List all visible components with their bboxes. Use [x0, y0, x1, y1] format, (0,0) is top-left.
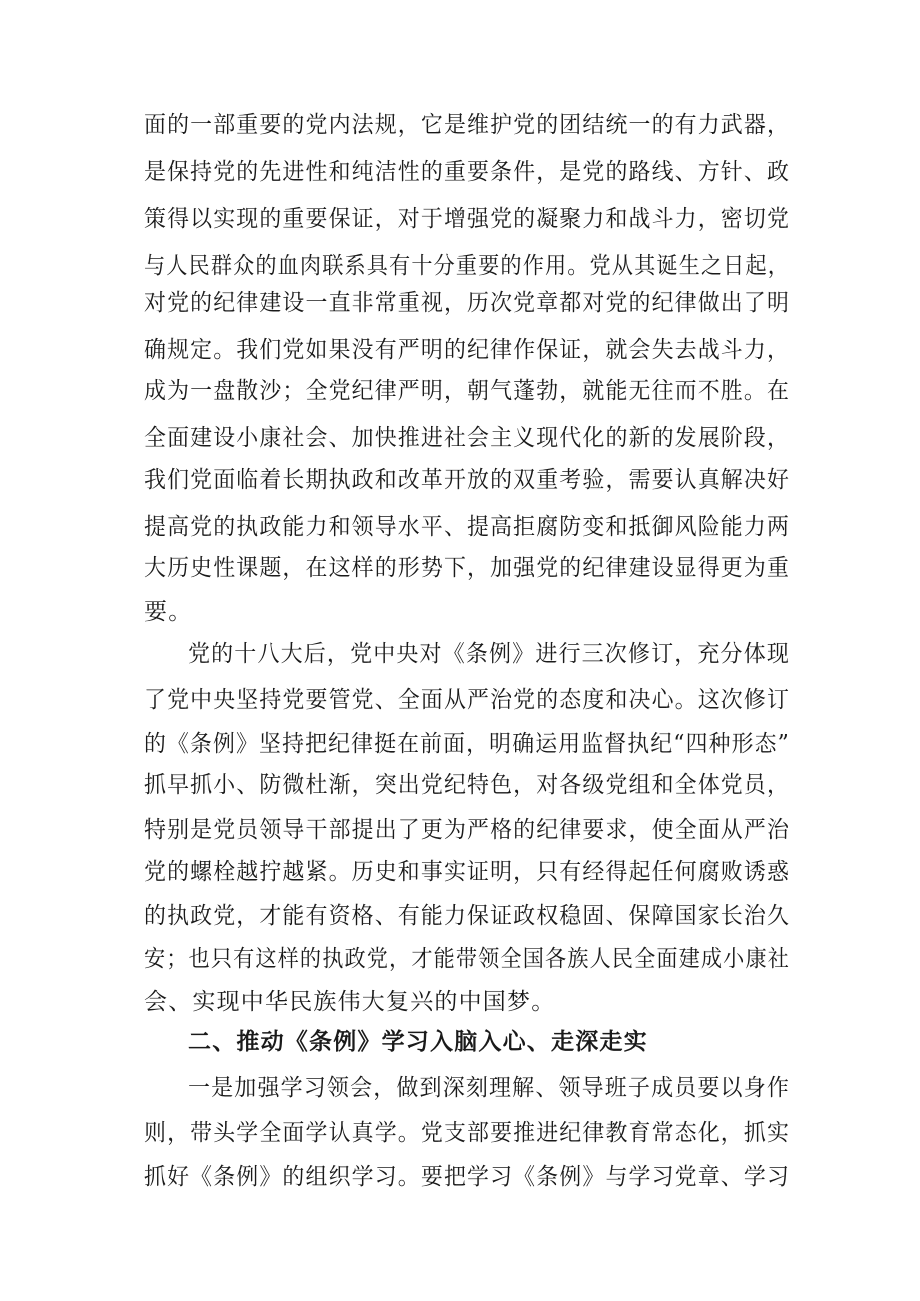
paragraph-2-line [0, 982, 920, 1022]
paragraph-2-line [0, 810, 920, 850]
section-heading-text: 二、推动《条例》学习入脑入心、走深走实 [188, 1029, 648, 1055]
text-line: 会、实现中华民族伟大复兴的中国梦。 [144, 989, 556, 1015]
text-line: 确规定。我们党如果没有严明的纪律作保证，就会失去战斗力， [144, 337, 791, 363]
text-line: 特别是党员领导干部提出了更为严格的纪律要求，使全面从严治 [144, 817, 791, 843]
text-line: 一是加强学习领会，做到深刻理解、领导班子成员要以身作 [188, 1075, 791, 1101]
paragraph-3-line [0, 1068, 920, 1108]
section-heading [0, 1022, 920, 1062]
paragraph-1-line [0, 330, 920, 370]
text-line: 安；也只有这样的执政党，才能带领全国各族人民全面建成小康社 [144, 946, 791, 972]
text-line: 成为一盘散沙；全党纪律严明，朝气蓬勃，就能无往而不胜。在 [144, 378, 791, 404]
text-line: 要。 [144, 599, 193, 625]
paragraph-1-line [0, 592, 920, 632]
text-line: 与人民群众的血肉联系具有十分重要的作用。党从其诞生之日起， [144, 253, 791, 279]
paragraph-1-line [0, 460, 920, 500]
paragraph-1-line [0, 152, 920, 192]
paragraph-1-line [0, 105, 920, 145]
paragraph-2-line [0, 680, 920, 720]
text-line: 党的螺栓越拧越紧。历史和事实证明，只有经得起任何腐败诱惑 [144, 859, 791, 885]
paragraph-3-line [0, 1157, 920, 1197]
paragraph-1-line [0, 418, 920, 458]
text-line: 党的十八大后，党中央对《条例》进行三次修订，充分体现 [188, 641, 791, 667]
text-line: 的《条例》坚持把纪律挺在前面，明确运用监督执纪“四种形态” [144, 731, 790, 757]
paragraph-1-line [0, 199, 920, 239]
paragraph-1-line [0, 548, 920, 588]
text-line: 是保持党的先进性和纯洁性的重要条件，是党的路线、方针、政 [144, 159, 791, 185]
text-line: 抓好《条例》的组织学习。要把学习《条例》与学习党章、学习 [144, 1164, 791, 1190]
text-line: 的执政党，才能有资格、有能力保证政权稳固、保障国家长治久 [144, 903, 791, 929]
text-line: 策得以实现的重要保证，对于增强党的凝聚力和战斗力，密切党 [144, 206, 791, 232]
paragraph-1-line [0, 371, 920, 411]
paragraph-2-line [0, 896, 920, 936]
text-line: 面的一部重要的党内法规，它是维护党的团结统一的有力武器， [144, 112, 791, 138]
paragraph-1-line [0, 246, 920, 286]
paragraph-3-line [0, 1113, 920, 1153]
paragraph-2-line [0, 724, 920, 764]
text-line: 对党的纪律建设一直非常重视，历次党章都对党的纪律做出了明 [144, 290, 791, 316]
paragraph-2-line [0, 765, 920, 805]
text-line: 全面建设小康社会、加快推进社会主义现代化的新的发展阶段， [144, 425, 791, 451]
paragraph-2-line [0, 852, 920, 892]
text-line: 大历史性课题，在这样的形势下，加强党的纪律建设显得更为重 [144, 555, 791, 581]
paragraph-2-line [0, 939, 920, 979]
text-line: 了党中央坚持党要管党、全面从严治党的态度和决心。这次修订 [144, 687, 791, 713]
text-line: 提高党的执政能力和领导水平、提高拒腐防变和抵御风险能力两 [144, 514, 791, 540]
text-line: 抓早抓小、防微杜渐，突出党纪特色，对各级党组和全体党员， [144, 772, 791, 798]
paragraph-1-line [0, 507, 920, 547]
text-line: 则，带头学全面学认真学。党支部要推进纪律教育常态化，抓实 [144, 1120, 791, 1146]
paragraph-1-line [0, 283, 920, 323]
paragraph-2-line [0, 634, 920, 674]
text-line: 我们党面临着长期执政和改革开放的双重考验，需要认真解决好 [144, 467, 791, 493]
